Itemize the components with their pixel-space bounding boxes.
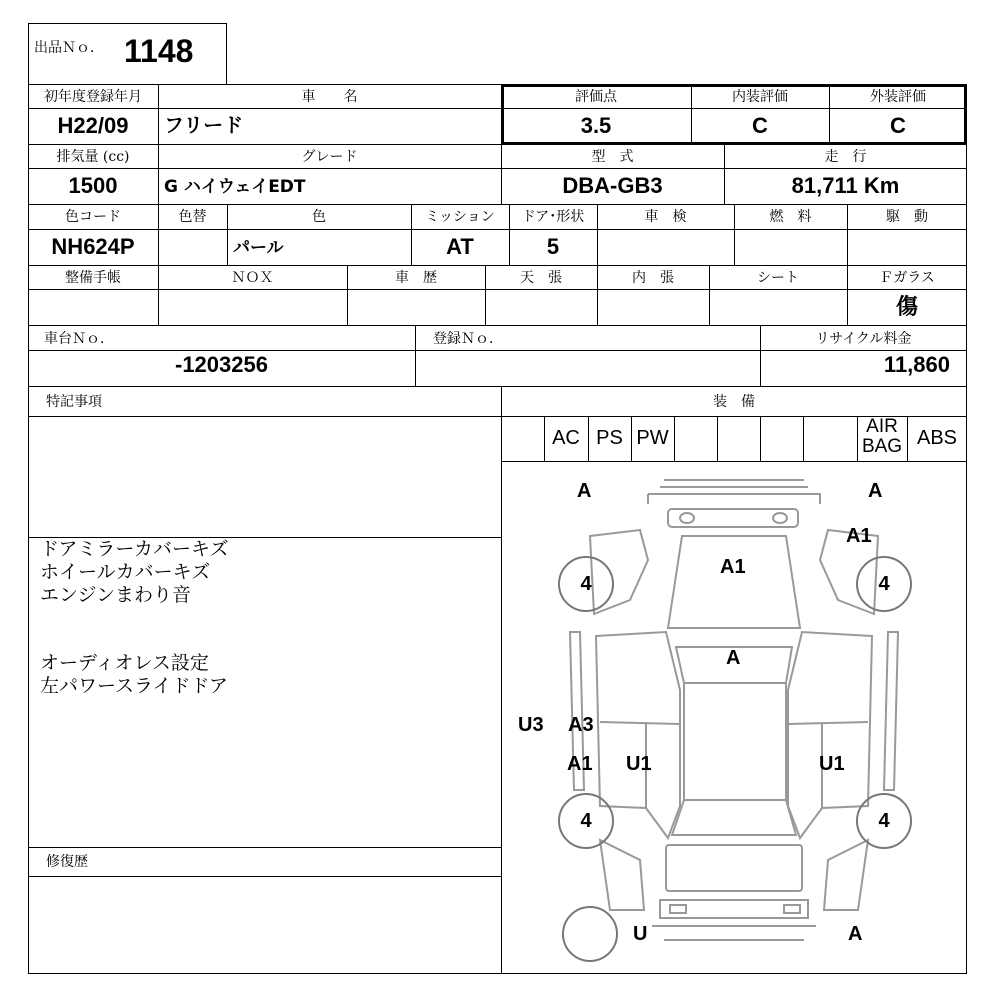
equipment-ps: PS — [596, 427, 623, 449]
model-type-value: DBA-GB3 — [562, 173, 663, 198]
equipment-label: 装 備 — [713, 394, 755, 410]
lot-label: 出品Ｎｏ． — [34, 40, 104, 56]
score-value: 3.5 — [580, 113, 612, 138]
interior-lining-label: 内 張 — [632, 270, 674, 286]
equipment-pw: PW — [636, 427, 669, 449]
tire-rear-left-value: 4 — [580, 810, 592, 832]
cabin-shape — [684, 683, 786, 800]
history-label: 車 歴 — [395, 270, 437, 286]
left-fender-shape — [590, 530, 648, 614]
first-registration-label: 初年度登録年月 — [44, 89, 142, 105]
tailgate-shape — [666, 845, 802, 891]
first-registration-value: H22/09 — [57, 113, 129, 138]
roof-label: 天 張 — [520, 270, 562, 286]
note-line: 左パワースライドドア — [40, 675, 228, 697]
damage-hood: A1 — [720, 556, 746, 578]
rear-window-shape — [672, 800, 796, 835]
displacement-value: 1500 — [68, 173, 118, 198]
damage-roof-front: A — [726, 647, 741, 669]
damage-rear-u: U — [633, 923, 648, 945]
grade-value: G ハイウェイEDT — [164, 177, 306, 197]
score-label: 評価点 — [575, 89, 617, 105]
nox-label: ＮＯＸ — [231, 270, 274, 286]
note-line: ドアミラーカバーキズ — [40, 538, 229, 560]
damage-right-front-fender: A1 — [846, 525, 872, 547]
spare-tire-shape — [563, 907, 617, 961]
color-label: 色 — [312, 209, 326, 225]
damage-front-left: A — [577, 480, 592, 502]
color-value: パール — [233, 238, 284, 258]
tire-rear-right-value: 4 — [878, 810, 890, 832]
seat-label: シート — [757, 270, 799, 286]
note-line: ホイールカバーキズ — [40, 561, 211, 583]
recycle-fee-label: リサイクル料金 — [815, 331, 912, 347]
transmission-value: AT — [446, 234, 474, 259]
damage-right-u1: U1 — [819, 753, 845, 775]
model-type-label: 型 式 — [591, 149, 634, 165]
inspection-label: 車 検 — [644, 209, 687, 225]
transmission-label: ミッション — [425, 209, 495, 225]
damage-left-u3: U3 — [518, 714, 544, 736]
f-glass-value: 傷 — [895, 294, 918, 320]
mileage-value: 81,711 Km — [791, 173, 900, 198]
special-notes-label: 特記事項 — [46, 394, 102, 410]
exterior-value: C — [890, 113, 906, 138]
registration-no-label: 登録Ｎｏ． — [433, 331, 503, 347]
tire-front-right-value: 4 — [878, 573, 890, 595]
damage-left-a3: A3 — [568, 714, 594, 736]
tire-front-left-value: 4 — [580, 573, 592, 595]
fuel-label: 燃 料 — [769, 209, 812, 225]
front-grille-shape — [668, 509, 798, 527]
mileage-label: 走 行 — [824, 149, 867, 165]
note-line: オーディオレス設定 — [40, 652, 209, 674]
equipment-airbag-top: AIR — [866, 416, 898, 437]
chassis-no-label: 車台Ｎｏ． — [44, 331, 114, 347]
damage-left-u1: U1 — [626, 753, 652, 775]
color-change-label: 色替 — [178, 209, 207, 225]
exterior-label: 外装評価 — [870, 89, 926, 105]
color-code-label: 色コード — [65, 209, 121, 225]
drive-label: 駆 動 — [886, 209, 928, 225]
recycle-fee-value: 11,860 — [883, 352, 950, 377]
repair-history-label: 修復歴 — [46, 854, 88, 870]
maintenance-book-label: 整備手帳 — [65, 270, 121, 286]
chassis-no-value: -1203256 — [175, 352, 268, 377]
equipment-ac: AC — [552, 427, 580, 449]
note-line: エンジンまわり音 — [40, 584, 192, 606]
damage-rear-a: A — [848, 923, 863, 945]
door-shape-value: 5 — [546, 234, 560, 259]
equipment-airbag-bottom: BAG — [861, 436, 903, 457]
car-name-value: フリード — [164, 113, 244, 137]
right-side-shape — [884, 632, 898, 790]
color-code-value: NH624P — [51, 234, 135, 259]
interior-label: 内装評価 — [732, 89, 788, 105]
displacement-label: 排気量 (cc) — [56, 149, 130, 165]
equipment-abs: ABS — [916, 427, 958, 449]
interior-value: C — [752, 113, 768, 138]
door-shape-label: ドア･形状 — [521, 209, 585, 225]
damage-front-right: A — [868, 480, 883, 502]
lot-number: 1148 — [124, 33, 194, 69]
damage-left-a1: A1 — [567, 753, 593, 775]
front-bumper-shape — [648, 480, 820, 504]
hood-shape — [668, 536, 800, 628]
car-name-label: 車 名 — [301, 89, 358, 105]
f-glass-label: Ｆガラス — [879, 270, 935, 286]
grade-label: グレード — [301, 149, 358, 165]
